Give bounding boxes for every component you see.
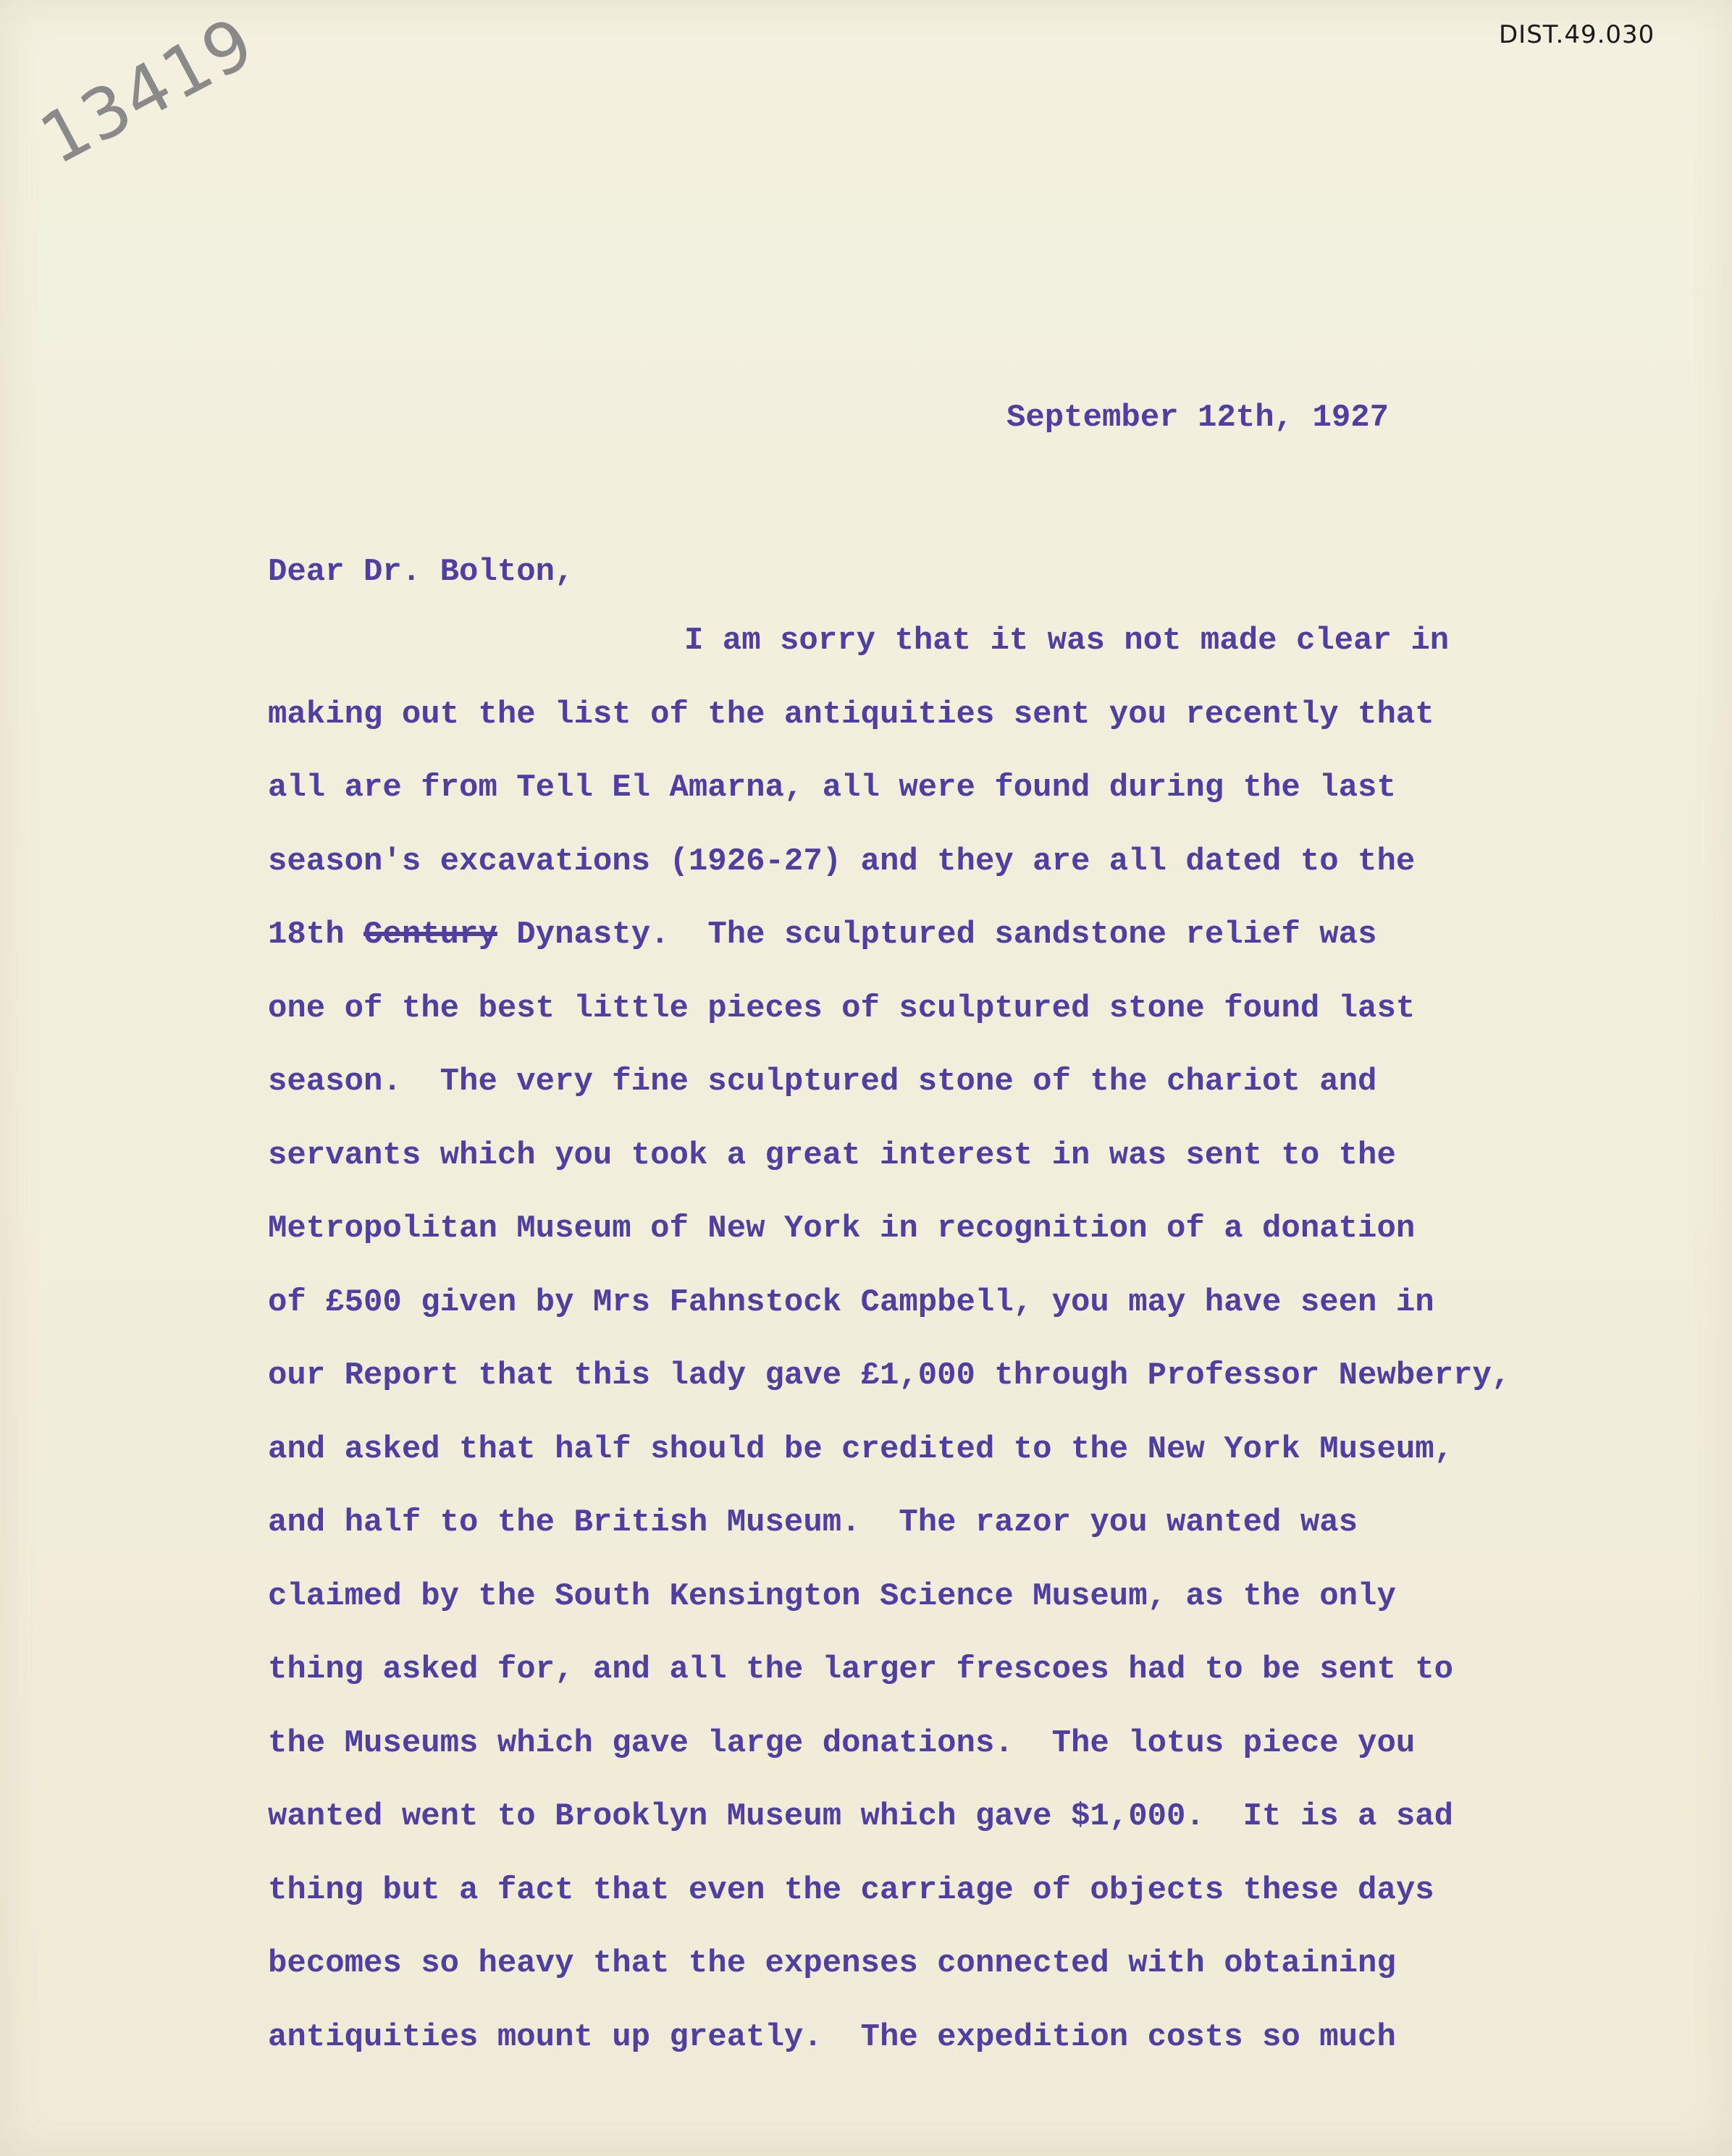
letter-line: thing asked for, and all the larger frescoes had to be sent to	[268, 1651, 1454, 1688]
letter-line: of £500 given by Mrs Fahnstock Campbell, you may have seen in	[268, 1284, 1434, 1321]
letter-line: antiquities mount up greatly. The expedition costs so much	[268, 2018, 1396, 2055]
letter-line: one of the best little pieces of sculptured stone found last	[268, 990, 1416, 1027]
letter-line: season's excavations (1926-27) and they are all dated to the	[268, 843, 1416, 880]
letter-line: Metropolitan Museum of New York in recognition of a donation	[268, 1210, 1416, 1247]
letter-line: all are from Tell El Amarna, all were found during the last	[268, 770, 1396, 806]
letter-date: September 12th, 1927	[1006, 400, 1390, 436]
letter-salutation: Dear Dr. Bolton,	[268, 554, 574, 590]
letter-line: servants which you took a great interest in was sent to the	[268, 1137, 1396, 1174]
letter-line: claimed by the South Kensington Science Museum, as the only	[268, 1578, 1396, 1614]
line-suffix: Dynasty. The sculptured sandstone relief was	[497, 917, 1377, 953]
letter-body	[268, 619, 1510, 2089]
letter-line: wanted went to Brooklyn Museum which gave $1,000. It is a sad	[268, 1798, 1454, 1835]
letter-line: season. The very fine sculptured stone of the chariot and	[268, 1064, 1377, 1100]
struck-out-word: Century	[363, 917, 497, 953]
letter-line: becomes so heavy that the expenses connected with obtaining	[268, 1945, 1396, 1982]
letter-line: and asked that half should be credited to the New York Museum,	[268, 1431, 1454, 1467]
letter-line-with-strikeout	[268, 913, 1510, 987]
letter-line: making out the list of the antiquities sent you recently that	[268, 696, 1434, 733]
letter-line: and half to the British Museum. The razor you wanted was	[268, 1504, 1358, 1541]
line-prefix: 18th	[268, 917, 364, 953]
letter-line: I am sorry that it was not made clear in	[684, 623, 1450, 659]
letter-line: our Report that this lady gave £1,000 through Professor Newberry,	[268, 1357, 1511, 1394]
letter-line: thing but a fact that even the carriage of objects these days	[268, 1871, 1434, 1908]
letter-line: the Museums which gave large donations. The lotus piece you	[268, 1725, 1416, 1761]
pencil-annotation: 13419	[28, 1, 268, 180]
archive-number: DIST.49.030	[1499, 20, 1655, 49]
